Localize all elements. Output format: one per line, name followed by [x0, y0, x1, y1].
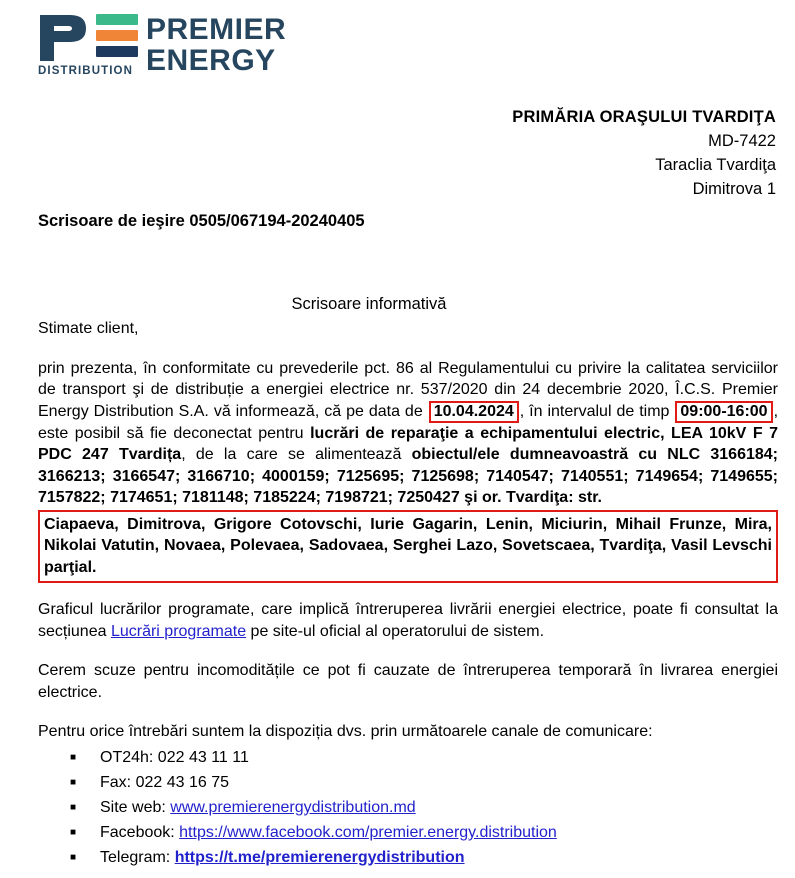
logo-word-premier: PREMIER: [146, 13, 287, 46]
contacts-intro: Pentru orice întrebări suntem la dispoziția dvs. prin următoarele canale de comunicare:: [38, 723, 653, 740]
facebook-link[interactable]: https://www.facebook.com/premier.energy.distribution: [179, 823, 557, 841]
contact-channels-list: [38, 747, 778, 869]
logo-bars-icon: [96, 14, 138, 62]
schedule-segment-2: pe site-ul oficial al operatorului de sistem.: [246, 622, 545, 640]
main-paragraph: [38, 358, 778, 509]
bullet-icon: ■: [70, 801, 77, 813]
works-description-bold: lucrări de reparaţie a echipamentului electric, LEA 10kV F 7 PDC 247 Tvardița: [38, 424, 779, 463]
addressee-street: Dimitrova 1: [692, 180, 776, 198]
scheduled-works-link[interactable]: Lucrări programate: [110, 622, 247, 640]
main-paragraph-segment-3: , este posibil să fie deconectat pentru: [38, 402, 779, 442]
bullet-icon: ■: [70, 751, 77, 763]
list-item: [70, 797, 778, 819]
contact-label: OT24h: 022 43 11 11: [100, 748, 249, 766]
contact-label: Site web:: [100, 798, 171, 816]
main-paragraph-segment-4: , de la care se alimentează: [181, 446, 412, 463]
addressee-locality: Taraclia Tvardiţa: [655, 156, 776, 174]
logo-mark: [38, 13, 138, 75]
contact-label: Telegram:: [100, 848, 175, 866]
addressee-organization: PRIMĂRIA ORAŞULUI TVARDIŢA: [512, 108, 776, 126]
premier-energy-logo: [38, 13, 286, 76]
greeting-line: Stimate client,: [38, 320, 139, 337]
logo-letter-p-icon: [38, 13, 94, 63]
schedule-paragraph: [38, 599, 778, 642]
contact-label: Fax: 022 43 16 75: [100, 773, 229, 791]
affected-streets-highlight: Ciapaeva, Dimitrova, Grigore Cotovschi, Iurie Gagarin, Lenin, Miciurin, Mihail Frunze, Mira, Nikolai Vatutin, Novaea, Polevaea, Sadovaea, Serghei Lazo, Sovetscaea, Tvardiţa, Vasil Levschi parţial.: [38, 510, 778, 584]
document-body: [38, 318, 778, 872]
list-item: [70, 847, 778, 869]
contact-label: Facebook:: [100, 823, 180, 841]
logo-distribution-text: DISTRIBUTION: [38, 65, 133, 77]
logo-wordmark: [146, 14, 286, 76]
telegram-link[interactable]: https://t.me/premierenergydistribution: [174, 848, 465, 866]
nlc-numbers-bold: obiectul/ele dumneavoastră cu NLC 3166184; 3166213; 3166547; 3166710; 4000159; 7125695; 7125698; 7140547; 7140551; 7149654; 7149655; 7157822; 7174651; 7181148; 7185224; 7198721; 7250427 şi or. Tvardiţa: str.: [38, 446, 778, 506]
bullet-icon: ■: [70, 851, 77, 863]
list-item: [70, 772, 778, 794]
bullet-icon: ■: [70, 776, 77, 788]
outage-time-highlight: 09:00-16:00: [675, 401, 772, 423]
main-paragraph-segment-2: , în intervalul de timp: [519, 402, 675, 420]
addressee-postal-code: MD-7422: [708, 132, 776, 150]
outage-date-highlight: 10.04.2024: [429, 401, 519, 423]
document-title: Scrisoare informativă: [291, 295, 447, 313]
list-item: [70, 822, 778, 844]
bullet-icon: ■: [70, 826, 77, 838]
schedule-segment-1: Graficul lucrărilor programate, care implică întreruperea livrării energiei electrice, poate fi consultat la secțiunea: [38, 601, 778, 640]
addressee-block: [512, 105, 776, 201]
main-paragraph-segment-1: prin prezenta, în conformitate cu prevederile pct. 86 al Regulamentului cu privire la calitatea serviciilor de transport şi de distribuție a energiei electrice nr. 537/2020 din 24 decembrie 2020, Î.C.S. Premier Energy Distribution S.A. vă informează, că pe data de: [38, 359, 778, 420]
website-link[interactable]: www.premierenergydistribution.md: [170, 798, 416, 816]
logo-word-energy: ENERGY: [146, 44, 276, 77]
apology-paragraph: Cerem scuze pentru incomoditățile ce pot fi cauzate de întreruperea temporară în livrarea energiei electrice.: [38, 662, 778, 701]
letter-reference-number: Scrisoare de ieşire 0505/067194-20240405: [38, 212, 365, 230]
list-item: [70, 747, 778, 769]
